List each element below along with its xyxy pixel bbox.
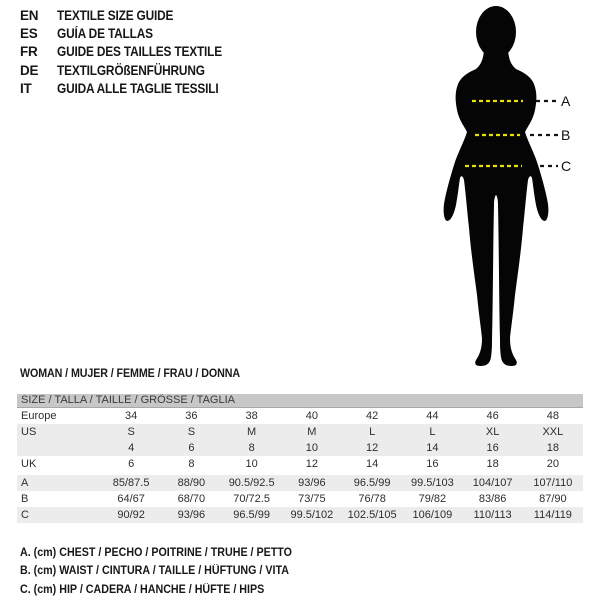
size-cell: 18 — [523, 440, 583, 456]
table-row — [17, 424, 583, 440]
row-label — [17, 440, 101, 456]
size-cell: 12 — [342, 440, 402, 456]
size-cell: 40 — [305, 410, 318, 422]
size-cell: M — [282, 424, 342, 440]
size-cell: M — [222, 424, 282, 440]
size-cell: 4 — [101, 440, 161, 456]
legend-line: C. (cm) HIP / CADERA / HANCHE / HÜFTE / HIPS — [20, 583, 265, 596]
size-cell: S — [101, 424, 161, 440]
size-cell: 96.5/99 — [222, 507, 282, 523]
size-cell: 90/92 — [101, 507, 161, 523]
size-cell: 38 — [245, 410, 258, 422]
size-cell: 20 — [546, 458, 559, 470]
language-label: GUIDE DES TAILLES TEXTILE — [57, 44, 223, 60]
language-label: TEXTILE SIZE GUIDE — [57, 8, 174, 23]
measure-label-a: A — [561, 93, 571, 109]
size-cell: S — [161, 424, 221, 440]
size-cell: L — [342, 424, 402, 440]
size-cell: 96.5/99 — [342, 474, 402, 492]
table-row — [17, 456, 583, 474]
row-label: B — [21, 493, 29, 505]
size-cell: L — [402, 424, 462, 440]
language-code: ES — [20, 26, 38, 42]
size-cell: 73/75 — [298, 493, 326, 505]
size-cell: 102.5/105 — [342, 507, 402, 523]
measure-label-c: C — [561, 158, 572, 174]
figure-area — [420, 0, 600, 380]
size-cell: 48 — [546, 410, 559, 422]
size-cell: 34 — [125, 410, 138, 422]
language-code: EN — [20, 8, 39, 23]
measurement-legend — [20, 544, 312, 599]
size-cell: 70/72.5 — [233, 493, 270, 505]
size-cell: 14 — [402, 440, 462, 456]
size-table-body — [17, 394, 583, 523]
size-cell: 44 — [426, 410, 439, 422]
language-label: GUIDA ALLE TAGLIE TESSILI — [57, 80, 219, 96]
row-label: Europe — [21, 410, 57, 422]
size-cell: 85/87.5 — [101, 474, 161, 492]
language-label: GUÍA DE TALLAS — [57, 26, 153, 42]
size-cell: 68/70 — [177, 493, 206, 505]
language-row — [20, 43, 245, 61]
size-cell: 18 — [486, 458, 499, 470]
size-cell: 93/96 — [282, 474, 342, 492]
row-label: C — [17, 507, 101, 523]
language-list — [20, 7, 245, 98]
size-cell: 88/90 — [161, 474, 221, 492]
size-cell: 79/82 — [418, 493, 447, 505]
size-table — [17, 394, 583, 523]
size-cell: 16 — [426, 458, 439, 470]
table-row — [17, 507, 583, 523]
size-cell: 93/96 — [161, 507, 221, 523]
size-cell: 36 — [185, 410, 198, 422]
size-cell: 6 — [161, 440, 221, 456]
language-code: IT — [20, 80, 32, 96]
size-cell: 16 — [463, 440, 523, 456]
size-cell: 114/119 — [523, 507, 583, 523]
table-title-text: WOMAN / MUJER / FEMME / FRAU / DONNA — [20, 368, 241, 380]
size-cell: XXL — [523, 424, 583, 440]
language-label: TEXTILGRÖßENFÜHRUNG — [57, 62, 205, 78]
size-cell: 12 — [305, 458, 318, 470]
size-cell: 99.5/102 — [282, 507, 342, 523]
silhouette-body — [444, 46, 549, 366]
table-row — [17, 491, 583, 507]
table-row — [17, 474, 583, 492]
size-cell: 107/110 — [523, 474, 583, 492]
woman-silhouette-icon — [420, 0, 600, 380]
size-cell: 87/90 — [539, 493, 567, 505]
size-cell: 110/113 — [463, 507, 523, 523]
language-code: DE — [20, 62, 39, 78]
legend-line: B. (cm) WAIST / CINTURA / TAILLE / HÜFTUNG / VITA — [20, 565, 289, 578]
language-row — [20, 62, 245, 80]
table-row — [17, 440, 583, 456]
size-cell: XL — [463, 424, 523, 440]
row-label: UK — [21, 458, 37, 470]
language-row — [20, 80, 245, 98]
language-code: FR — [20, 44, 38, 60]
size-cell: 106/109 — [402, 507, 462, 523]
legend-line: A. (cm) CHEST / PECHO / POITRINE / TRUHE / PETTO — [20, 547, 292, 559]
size-cell: 14 — [366, 458, 379, 470]
table-row — [17, 408, 583, 425]
row-label: A — [17, 474, 101, 492]
table-header-label: SIZE / TALLA / TAILLE / GRÖSSE / TAGLIA — [17, 394, 583, 408]
size-cell: 99.5/103 — [402, 474, 462, 492]
size-cell: 42 — [366, 410, 379, 422]
size-cell: 46 — [486, 410, 499, 422]
size-cell: 10 — [282, 440, 342, 456]
table-title — [20, 368, 257, 380]
row-label: US — [17, 424, 101, 440]
size-cell: 83/86 — [478, 493, 507, 505]
size-cell: 76/78 — [358, 493, 386, 505]
language-row — [20, 25, 245, 43]
size-cell: 104/107 — [463, 474, 523, 492]
size-cell: 8 — [222, 440, 282, 456]
language-row — [20, 7, 245, 25]
size-cell: 90.5/92.5 — [222, 474, 282, 492]
size-cell: 8 — [188, 458, 195, 470]
size-cell: 10 — [245, 458, 258, 470]
measure-label-b: B — [561, 127, 571, 143]
size-cell: 64/67 — [117, 493, 145, 505]
size-cell: 6 — [128, 458, 135, 470]
table-header-bar — [17, 394, 583, 408]
